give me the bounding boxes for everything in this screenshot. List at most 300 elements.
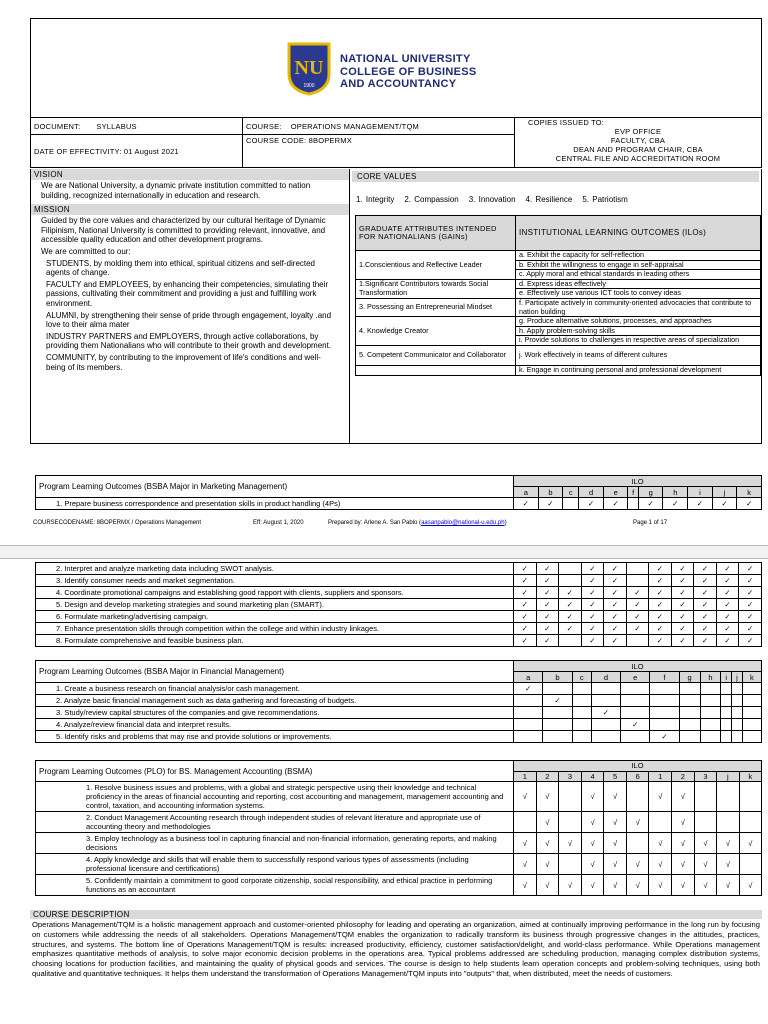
ilo-empty-cell [732,683,743,695]
ilo-check-mark: √ [604,833,627,854]
ilo-check-mark: ✓ [739,575,762,587]
ilo-empty-cell [591,683,620,695]
ilo-check-mark: ✓ [694,623,717,635]
ilo-column-header: 4 [581,771,604,782]
mission-item-industry: INDUSTRY PARTNERS and EMPLOYERS, through active collaborations, by providing them Nationalians who will contribute to their growth and development. [46,331,332,351]
ilo-check-mark: ✓ [514,611,537,623]
page-footer [33,520,733,526]
ilo-check-mark: ✓ [626,599,649,611]
ilo-empty-cell [694,782,717,812]
plo-item: 5. Design and develop marketing strategies and sound marketing plan (SMART). [36,599,514,611]
ilo-label: ILO [514,661,762,672]
code-cell [243,135,515,168]
ilo-empty-cell [626,575,649,587]
plo-item: 3. Study/review capital structures of the companies and give recommendations. [36,707,514,719]
ilo-check-mark: ✓ [559,599,582,611]
ilo-column-header: e [603,487,628,498]
university-name [340,53,477,91]
ilo-empty-cell [700,719,721,731]
course-value: OPERATIONS MANAGEMENT/TQM [290,121,419,131]
ilo-empty-cell [650,707,679,719]
ilo-empty-cell [563,498,579,510]
university-line-3: AND ACCOUNTANCY [340,78,457,90]
ilo-empty-cell [739,854,761,875]
ilo-empty-cell [650,719,679,731]
document-value: SYLLABUS [96,121,137,131]
ilo-check-mark: √ [604,875,627,896]
ilo-check-mark: ✓ [536,575,559,587]
footer-effectivity: Eff: August 1, 2020 [253,520,304,526]
ilo-empty-cell [721,719,732,731]
ilo-check-mark: ✓ [621,719,650,731]
ilo-column-header: 3 [559,771,582,782]
plo-item: 7. Enhance presentation skills through competition within the college and within industry linkages. [36,623,514,635]
ilo-check-mark: √ [717,854,739,875]
ilo-check-mark: ✓ [604,575,627,587]
ilo-check-mark: ✓ [739,587,762,599]
ilo-check-mark: ✓ [716,563,739,575]
ilo-check-mark: ✓ [671,587,694,599]
ilo-empty-cell [621,695,650,707]
ilo-column-header: h [700,672,721,683]
ilo-empty-cell [739,782,761,812]
ilo-empty-cell [721,731,732,743]
mission-intro: Guided by the core values and characterized by our cultural heritage of Dynamic Filipinism, National University is committed to providing relevant, innovative, and accessible quality education and other development programs. [41,216,326,245]
ilo-empty-cell [679,683,700,695]
plo-item: 8. Formulate comprehensive and feasible business plan. [36,635,514,647]
plo-marketing-table-continued [35,562,762,647]
gain-attribute: 5. Competent Communicator and Collaborator [356,345,516,365]
ilo-column-header: c [563,487,579,498]
plo-item: 1. Resolve business issues and problems, with a global and strategic perspective using their knowledge and technical proficiency in the areas of financial accounting and reporting, cost accounting and management, management accounting and control, taxation, and accounting information systems. [36,782,514,812]
ilo-column-header: a [514,487,539,498]
ilo-empty-cell [721,695,732,707]
mission-item-students: STUDENTS, by molding them into ethical, spiritual citizens and self-directed agents of change. [46,258,316,278]
ilo-empty-cell [514,731,543,743]
ilo-empty-cell [732,731,743,743]
vision-mission-panel [30,169,350,444]
ilo-item: g. Produce alternative solutions, processes, and approaches [516,317,761,327]
ilo-empty-cell [721,683,732,695]
ilo-check-mark: √ [536,875,559,896]
ilo-check-mark: ✓ [538,498,563,510]
mission-item-community: COMMUNITY, by contributing to the improvement of life's conditions and well-being of its members. [46,352,321,372]
ilo-check-mark: ✓ [671,563,694,575]
ilo-check-mark: √ [514,782,537,812]
ilo-check-mark: ✓ [581,623,604,635]
ilo-empty-cell [626,782,649,812]
ilo-check-mark: ✓ [514,498,539,510]
course-cell [243,118,515,135]
ilo-empty-cell [559,782,582,812]
ilo-header: INSTITUTIONAL LEARNING OUTCOMES (ILOs) [516,216,761,251]
ilo-item: f. Participate actively in community-oriented advocacies that contribute to nation building [516,298,761,316]
ilo-check-mark: √ [694,875,717,896]
course-description-heading: COURSE DESCRIPTION [30,910,762,919]
core-value: 4. Resilience [525,195,573,204]
ilo-column-header: j [717,771,739,782]
ilo-empty-cell [742,695,761,707]
ilo-check-mark: ✓ [649,635,672,647]
ilo-empty-cell [679,707,700,719]
ilo-check-mark: ✓ [626,587,649,599]
ilo-empty-cell [742,683,761,695]
ilo-check-mark: ✓ [536,635,559,647]
ilo-column-header: 6 [626,771,649,782]
ilo-column-header: g [679,672,700,683]
ilo-item: a. Exhibit the capacity for self-reflection [516,251,761,261]
ilo-check-mark: ✓ [604,563,627,575]
ilo-empty-cell [742,707,761,719]
ilo-check-mark: ✓ [739,563,762,575]
ilo-empty-cell [679,695,700,707]
ilo-check-mark: ✓ [671,635,694,647]
ilo-check-mark: ✓ [604,635,627,647]
ilo-column-header: 1 [649,771,672,782]
gains-header: GRADUATE ATTRIBUTES INTENDED FOR NATIONALIANS (GAINs) [356,216,516,251]
ilo-empty-cell [679,731,700,743]
ilo-check-mark: √ [581,833,604,854]
ilo-check-mark: ✓ [559,587,582,599]
ilo-check-mark: ✓ [694,599,717,611]
ilo-column-header: f [628,487,638,498]
code-label: COURSE CODE: [246,136,307,145]
core-value: 1. Integrity [356,195,395,204]
core-value: 3. Innovation [468,195,516,204]
ilo-check-mark: ✓ [712,498,737,510]
footer-email-link[interactable]: aasanpablo@national-u.edu.ph [421,520,505,526]
ilo-column-header: d [579,487,604,498]
ilo-empty-cell [543,731,572,743]
ilo-column-header: 2 [672,771,695,782]
ilo-check-mark: ✓ [536,599,559,611]
ilo-check-mark: ✓ [671,575,694,587]
ilo-empty-cell [732,695,743,707]
ilo-item: d. Express ideas effectively [516,279,761,289]
ilo-empty-cell [591,731,620,743]
ilo-check-mark: √ [514,854,537,875]
footer-page: Page 1 of 17 [633,520,668,526]
ilo-check-mark: ✓ [716,587,739,599]
date-value: 01 August 2021 [123,146,179,156]
footer-code: COURSECODENAME: 8BOPERMX / Operations Management [33,520,202,526]
plo-item: 1. Prepare business correspondence and presentation skills in product handling (4Ps) [36,498,514,510]
gain-attribute: 4. Knowledge Creator [356,317,516,346]
ilo-column-header: d [591,672,620,683]
plo-item: 4. Analyze/review financial data and interpret results. [36,719,514,731]
ilo-column-header: 3 [694,771,717,782]
core-values-heading: CORE VALUES [352,171,759,182]
ilo-check-mark: ✓ [694,563,717,575]
ilo-check-mark: √ [649,833,672,854]
gains-empty-cell [356,365,516,375]
plo-marketing-table [35,475,762,510]
ilo-check-mark: √ [581,812,604,833]
ilo-empty-cell [514,812,537,833]
ilo-empty-cell [591,695,620,707]
copies-cell [515,118,762,168]
ilo-check-mark: √ [536,782,559,812]
plo-finance-table [35,660,762,743]
ilo-empty-cell [742,731,761,743]
ilo-check-mark: ✓ [579,498,604,510]
ilo-check-mark: ✓ [536,611,559,623]
ilo-check-mark: √ [536,812,559,833]
ilo-check-mark: √ [649,854,672,875]
ilo-check-mark: ✓ [603,498,628,510]
ilo-check-mark: √ [694,833,717,854]
ilo-empty-cell [721,707,732,719]
ilo-check-mark: √ [604,812,627,833]
ilo-check-mark: √ [581,875,604,896]
ilo-check-mark: ✓ [514,683,543,695]
ilo-check-mark: ✓ [536,587,559,599]
ilo-empty-cell [732,719,743,731]
ilo-check-mark: ✓ [581,635,604,647]
plo-item: 3. Employ technology as a business tool in capturing financial and non-financial information, generating reports, and making decisions [36,833,514,854]
vision-text: We are National University, a dynamic private institution committed to nation building, recognized internationally in education and research. [41,181,311,200]
ilo-item: c. Apply moral and ethical standards in leading others [516,270,761,280]
ilo-column-header: k [737,487,762,498]
ilo-empty-cell [559,854,582,875]
ilo-column-header: i [721,672,732,683]
ilo-check-mark: ✓ [671,599,694,611]
plo-item: 2. Analyze basic financial management such as data gathering and forecasting of budgets. [36,695,514,707]
ilo-check-mark: ✓ [543,695,572,707]
ilo-check-mark: ✓ [649,575,672,587]
plo-finance-title: Program Learning Outcomes (BSBA Major in Financial Management) [36,661,514,683]
document-cell [31,118,243,135]
ilo-empty-cell [626,833,649,854]
page-break [0,545,768,559]
plo-item: 5. Confidently maintain a commitment to good corporate citizenship, social responsibility, and ethical practice in performing functions as an accountant [36,875,514,896]
copies-item: CENTRAL FILE AND ACCREDITATION ROOM [555,154,721,163]
ilo-check-mark: ✓ [716,599,739,611]
plo-item: 3. Identify consumer needs and market segmentation. [36,575,514,587]
ilo-check-mark: √ [694,854,717,875]
ilo-check-mark: ✓ [559,611,582,623]
ilo-check-mark: ✓ [581,563,604,575]
document-info-table [30,117,762,168]
ilo-empty-cell [694,812,717,833]
university-line-2: COLLEGE OF BUSINESS [340,65,477,78]
ilo-column-header: i [688,487,713,498]
ilo-check-mark: ✓ [581,587,604,599]
copies-item: DEAN AND PROGRAM CHAIR, CBA [573,145,703,154]
plo-item: 1. Create a business research on financial analysis/or cash management. [36,683,514,695]
plo-item: 4. Apply knowledge and skills that will enable them to successfully respond various types of assessments (including professional licensure and certifications) [36,854,514,875]
ilo-label: ILO [514,761,762,772]
ilo-item: h. Apply problem-solving skills [516,326,761,336]
ilo-check-mark: √ [717,833,739,854]
ilo-check-mark: ✓ [649,623,672,635]
gain-attribute: 1.Significant Contributors towards Social Transformation [356,279,516,298]
ilo-check-mark: ✓ [514,575,537,587]
ilo-check-mark: ✓ [514,623,537,635]
ilo-check-mark: ✓ [638,498,663,510]
ilo-column-header: 1 [514,771,537,782]
ilo-empty-cell [514,719,543,731]
ilo-check-mark: ✓ [536,623,559,635]
ilo-check-mark: √ [581,854,604,875]
ilo-empty-cell [628,498,638,510]
core-value: 2. Compassion [404,195,459,204]
ilo-check-mark: √ [672,812,695,833]
ilo-empty-cell [572,719,591,731]
ilo-check-mark: ✓ [514,563,537,575]
core-value: 5. Patriotism [582,195,628,204]
gain-attribute: 3. Possessing an Entrepreneurial Mindset [356,298,516,316]
ilo-column-header: b [538,487,563,498]
ilo-check-mark: ✓ [716,635,739,647]
ilo-column-header: e [621,672,650,683]
ilo-empty-cell [543,719,572,731]
ilo-label: ILO [514,476,762,487]
ilo-empty-cell [572,683,591,695]
document-label: DOCUMENT: [34,121,81,131]
ilo-check-mark: ✓ [591,707,620,719]
copies-label: COPIES ISSUED TO: [528,118,605,127]
ilo-empty-cell [514,695,543,707]
ilo-check-mark: ✓ [649,599,672,611]
ilo-column-header: g [638,487,663,498]
ilo-check-mark: √ [536,854,559,875]
ilo-check-mark: √ [514,875,537,896]
ilo-empty-cell [559,812,582,833]
ilo-empty-cell [700,695,721,707]
ilo-check-mark: ✓ [604,611,627,623]
footer-prepared: Prepared by: Arlene A. San Pablo (aasanpablo@national-u.edu.ph) [328,520,507,526]
ilo-check-mark: ✓ [604,623,627,635]
ilo-check-mark: ✓ [604,599,627,611]
ilo-check-mark: ✓ [694,635,717,647]
ilo-empty-cell [621,731,650,743]
ilo-check-mark: √ [739,875,761,896]
ilo-empty-cell [679,719,700,731]
university-line-1: NATIONAL UNIVERSITY [340,53,471,65]
date-label: DATE OF EFFECTIVITY: [34,146,122,156]
ilo-check-mark: ✓ [649,611,672,623]
ilo-empty-cell [543,683,572,695]
plo-item: 6. Formulate marketing/advertising campaign. [36,611,514,623]
ilo-item: e. Effectively use various ICT tools to convey ideas [516,289,761,299]
ilo-check-mark: ✓ [716,623,739,635]
course-description-text: Operations Management/TQM is a holistic management approach and customer-oriented philosophy for leading and operating an organization, aimed at continually improving performance in the long run by focusing on customers while addressing the needs of all stakeholders. Operations Management/TQM enables the organization to radically transform its business through progressive changes in the attitudes, practices, structures, and systems. The bottom line of Operations Management/TQM is results: increased productivity, efficiency, customer satisfaction/delight, and world-class performance. While Operations management emphasizes quantitative methods of analysis, to solve major economic decision problems in the operations area. Typical problems addressed are scheduling production, managing complex distribution systems, choosing locations for production facilities, and maintaining the quality of physical goods and services. The course is design to help students learn operation concepts and problem-solving techniques, using both qualitative and quantitative techniques. It helps them understand the transformation of Operations Management/TQM inputs into "outputs" that, when distributed, meet the needs of customers. [32,920,760,978]
ilo-check-mark: √ [672,782,695,812]
ilo-check-mark: ✓ [581,575,604,587]
ilo-column-header: k [742,672,761,683]
course-description-section [30,910,762,980]
plo-accounting-table [35,760,762,896]
ilo-check-mark: √ [672,875,695,896]
core-values-list [350,182,761,204]
gain-attribute: 1.Conscientious and Reflective Leader [356,251,516,280]
ilo-column-header: b [543,672,572,683]
ilo-empty-cell [717,812,739,833]
ilo-check-mark: √ [581,782,604,812]
ilo-check-mark: √ [626,875,649,896]
ilo-check-mark: √ [559,833,582,854]
ilo-check-mark: √ [717,875,739,896]
ilo-check-mark: ✓ [514,599,537,611]
ilo-check-mark: ✓ [514,635,537,647]
mission-item-alumni: ALUMNI, by strengthening their sense of pride through engagement, loyalty .and love to their alma mater [46,310,332,330]
ilo-check-mark: ✓ [739,611,762,623]
ilo-column-header: j [712,487,737,498]
ilo-empty-cell [514,707,543,719]
ilo-check-mark: √ [604,782,627,812]
ilo-empty-cell [626,563,649,575]
ilo-item: b. Exhibit the willingness to engage in self-appraisal [516,260,761,270]
ilo-empty-cell [559,635,582,647]
ilo-check-mark: ✓ [559,623,582,635]
plo-accounting-title: Program Learning Outcomes (PLO) for BS. Management Accounting (BSMA) [36,761,514,782]
ilo-check-mark: √ [604,854,627,875]
ilo-empty-cell [559,575,582,587]
ilo-check-mark: ✓ [649,587,672,599]
ilo-check-mark: ✓ [694,587,717,599]
ilo-check-mark: ✓ [688,498,713,510]
date-cell [31,135,243,168]
ilo-check-mark: ✓ [663,498,688,510]
ilo-empty-cell [621,683,650,695]
ilo-check-mark: √ [626,812,649,833]
ilo-column-header: j [732,672,743,683]
ilo-item: k. Engage in continuing personal and professional development [516,365,761,375]
ilo-empty-cell [700,731,721,743]
logo-year: 1900 [303,83,315,89]
ilo-empty-cell [650,695,679,707]
ilo-check-mark: √ [739,833,761,854]
ilo-check-mark: ✓ [650,731,679,743]
ilo-empty-cell [742,719,761,731]
ilo-item: i. Provide solutions to challenges in respective areas of specialization [516,336,761,346]
ilo-check-mark: ✓ [739,599,762,611]
ilo-empty-cell [739,812,761,833]
ilo-check-mark: ✓ [626,623,649,635]
ilo-column-header: a [514,672,543,683]
ilo-check-mark: √ [536,833,559,854]
ilo-check-mark: √ [514,833,537,854]
code-value: 8BOPERMX [308,136,352,145]
ilo-check-mark: ✓ [694,575,717,587]
ilo-empty-cell [621,707,650,719]
ilo-check-mark: ✓ [739,635,762,647]
plo-item: 4. Coordinate promotional campaigns and establishing good rapport with clients, suppliers and sponsors. [36,587,514,599]
ilo-check-mark: √ [649,875,672,896]
ilo-check-mark: ✓ [739,623,762,635]
ilo-check-mark: ✓ [737,498,762,510]
ilo-check-mark: ✓ [649,563,672,575]
ilo-empty-cell [559,563,582,575]
ilo-check-mark: √ [649,782,672,812]
ilo-empty-cell [591,719,620,731]
ilo-check-mark: ✓ [581,611,604,623]
copies-item: FACULTY, CBA [610,136,666,145]
ilo-column-header: 5 [604,771,627,782]
mission-item-faculty: FACULTY and EMPLOYEES, by enhancing their competencies, simulating their passions, cultivating their commitment and providing a just and fulfilling work environment. [46,279,329,308]
ilo-empty-cell [572,731,591,743]
ilo-empty-cell [700,707,721,719]
ilo-column-header: f [650,672,679,683]
ilo-check-mark: ✓ [716,575,739,587]
ilo-column-header: k [739,771,761,782]
ilo-empty-cell [649,812,672,833]
ilo-check-mark: ✓ [671,623,694,635]
ilo-check-mark: √ [559,875,582,896]
mission-heading: MISSION [31,204,349,215]
ilo-empty-cell [572,695,591,707]
